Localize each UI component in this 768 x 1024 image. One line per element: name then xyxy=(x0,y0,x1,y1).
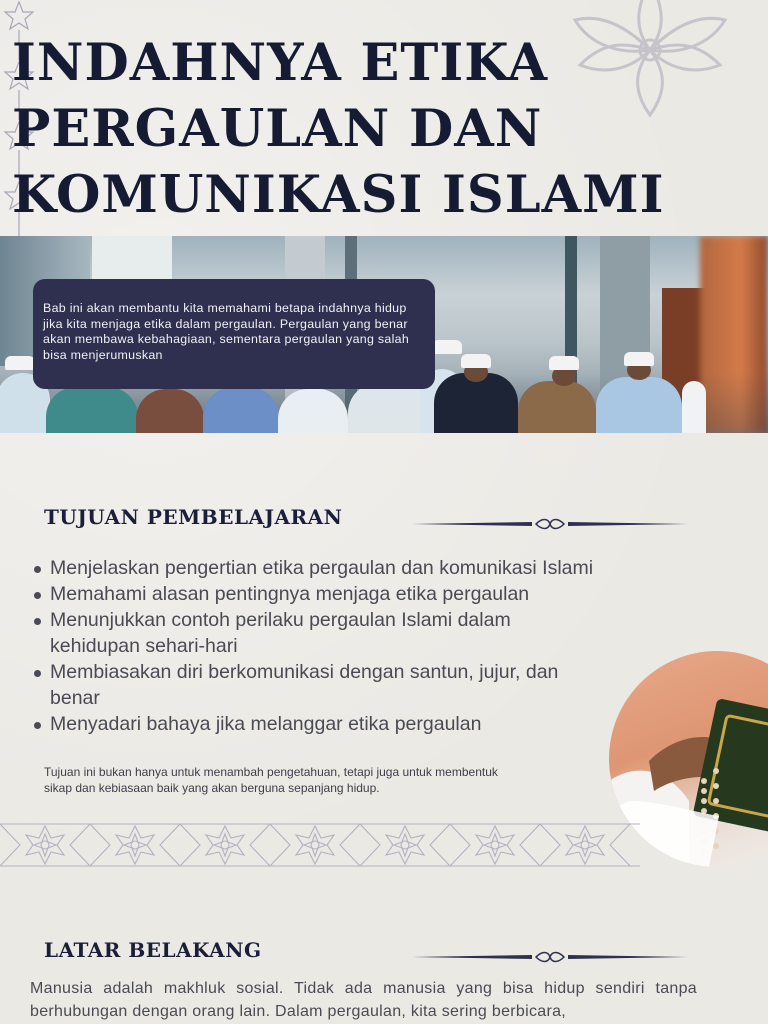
page-title xyxy=(12,30,665,228)
title-line-1: INDAHNYA ETIKA xyxy=(12,33,549,93)
title-line-2: PERGAULAN DAN xyxy=(12,99,543,159)
geometric-pattern-band xyxy=(0,822,640,868)
background-heading: LATAR BELAKANG xyxy=(44,938,262,962)
list-item: Menyadari bahaya jika melanggar etika pergaulan xyxy=(30,711,650,737)
ornamental-divider-icon xyxy=(412,517,688,531)
objectives-note: Tujuan ini bukan hanya untuk menambah pengetahuan, tetapi juga untuk membentuk sikap dan kebiasaan baik yang akan berguna sepanjang hidup. xyxy=(44,765,498,795)
list-item: Menunjukkan contoh perilaku pergaulan Islami dalam kehidupan sehari-hari xyxy=(30,607,570,659)
objectives-list xyxy=(30,555,650,737)
objectives-heading: TUJUAN PEMBELAJARAN xyxy=(44,505,343,529)
chapter-intro-callout: Bab ini akan membantu kita memahami betapa indahnya hidup jika kita menjaga etika dalam pergaulan. Pergaulan yang benar akan membawa kebahagiaan, sementara pergaulan yang salah bisa menjerumuskan xyxy=(33,279,435,389)
list-item: Memahami alasan pentingnya menjaga etika pergaulan xyxy=(30,581,650,607)
background-paragraph: Manusia adalah makhluk sosial. Tidak ada manusia yang bisa hidup sendiri tanpa berhubungan dengan orang lain. Dalam pergaulan, kita sering berbicara, xyxy=(30,980,697,1020)
list-item: Membiasakan diri berkomunikasi dengan santun, jujur, dan benar xyxy=(30,659,610,711)
ornamental-divider-icon xyxy=(412,950,688,964)
title-line-3: KOMUNIKASI ISLAMI xyxy=(12,165,665,225)
list-item: Menjelaskan pengertian etika pergaulan dan komunikasi Islami xyxy=(30,555,650,581)
